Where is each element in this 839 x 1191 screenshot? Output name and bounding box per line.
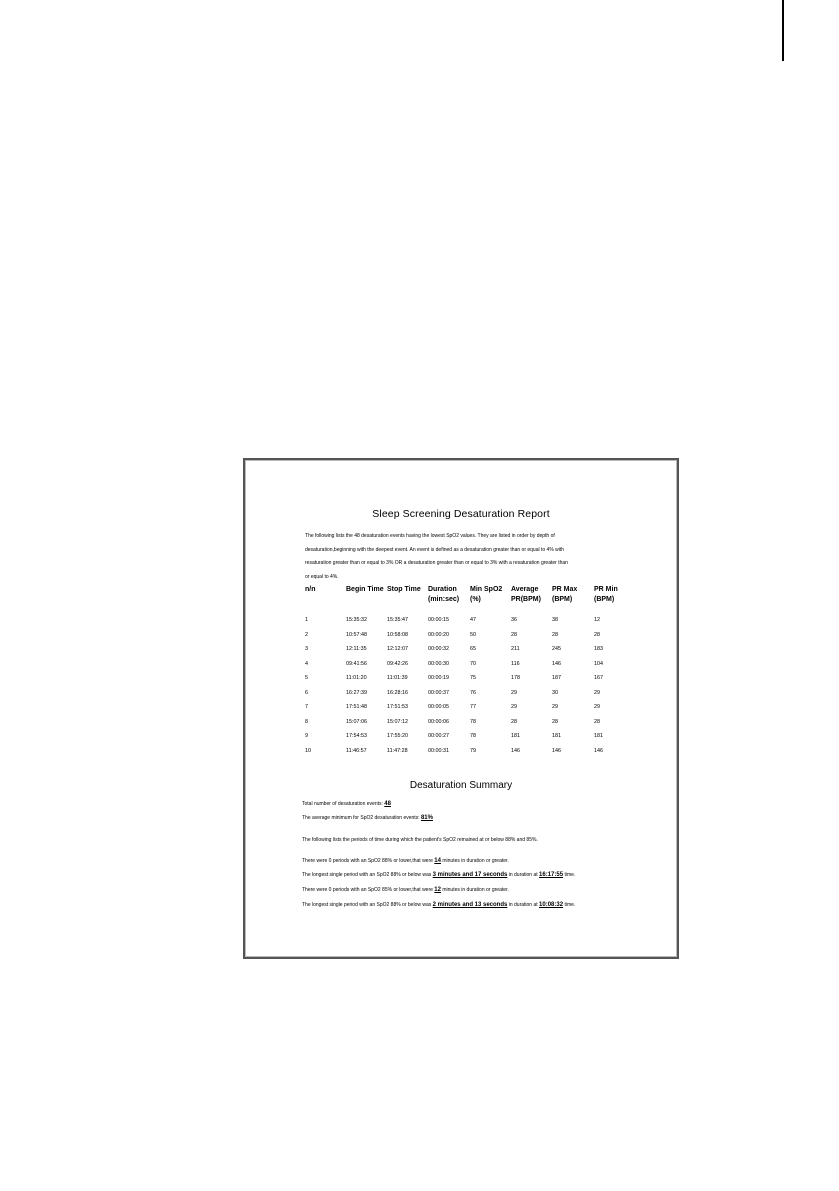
table-cell: 11:46:57 — [346, 747, 367, 754]
report-intro — [305, 530, 635, 584]
table-cell: 7 — [305, 704, 308, 710]
table-cell: 50 — [470, 631, 476, 638]
table-cell: 79 — [470, 747, 476, 754]
text: time. — [563, 902, 576, 908]
total-value: 48 — [384, 801, 391, 807]
table-cell: 187 — [552, 675, 561, 681]
header-line: (min:sec) — [428, 596, 460, 603]
table-cell: 29 — [511, 689, 517, 696]
table-cell: 146 — [552, 747, 561, 754]
header-line: (BPM) — [594, 596, 615, 603]
column-header — [552, 585, 577, 605]
table-cell: 3 — [305, 646, 308, 652]
table-cell: 146 — [594, 747, 603, 754]
table-cell: 17:51:53 — [387, 704, 408, 710]
summary-88-longest — [302, 872, 575, 878]
table-cell: 16:28:16 — [387, 689, 408, 696]
table-cell: 29 — [594, 704, 600, 710]
column-header — [594, 585, 618, 605]
table-cell: 17:55:20 — [387, 733, 408, 739]
table-cell: 28 — [511, 718, 517, 725]
table-cell: 6 — [305, 689, 308, 696]
table-cell: 183 — [594, 646, 603, 652]
total-label: Total number of desaturation events: — [302, 801, 385, 807]
text: There were 0 periods with an SpO2 85% or lower,that were — [302, 887, 435, 893]
table-cell: 9 — [305, 733, 308, 739]
summary-85-longest — [302, 902, 575, 908]
avg-label: The average minimum for SpO2 desaturation events: — [302, 815, 421, 821]
table-cell: 17:54:53 — [346, 733, 367, 739]
table-cell: 5 — [305, 675, 308, 681]
text: There were 0 periods with an SpO2 88% or lower,that were — [302, 858, 435, 864]
table-cell: 211 — [511, 646, 520, 652]
header-line: Duration — [428, 586, 457, 593]
header-line: PR Min — [594, 586, 618, 593]
table-cell: 167 — [594, 675, 603, 681]
header-line: PR Max — [552, 586, 578, 593]
table-cell: 181 — [511, 733, 520, 739]
header-line: PR(BPM) — [511, 596, 541, 603]
text: minutes in duration or greater. — [440, 887, 509, 893]
table-cell: 75 — [470, 675, 476, 681]
header-line: Begin Time — [346, 586, 384, 593]
table-cell: 00:00:32 — [428, 646, 449, 652]
table-cell: 76 — [470, 689, 476, 696]
table-cell: 16:27:39 — [346, 689, 367, 696]
intro-line: desaturation,beginning with the deepest event. An event is defined as a desaturation greater than or equal to 4% with — [305, 546, 565, 553]
header-line: Average — [511, 586, 539, 593]
table-cell: 116 — [511, 660, 520, 667]
table-cell: 28 — [552, 718, 558, 725]
table-cell: 00:00:31 — [428, 747, 449, 754]
table-cell: 17:51:48 — [346, 704, 367, 710]
table-cell: 00:00:27 — [428, 733, 449, 739]
table-cell: 47 — [470, 617, 476, 623]
column-header — [387, 585, 421, 595]
table-cell: 70 — [470, 660, 476, 667]
column-header — [511, 585, 541, 605]
table-cell: 178 — [511, 675, 520, 681]
time: 10:08:32 — [539, 902, 564, 908]
column-header — [346, 585, 384, 595]
summary-total — [302, 801, 391, 807]
text: time. — [563, 872, 576, 878]
table-cell: 11:47:28 — [387, 747, 408, 754]
table-cell: 2 — [305, 631, 308, 638]
page-edge-line — [782, 0, 784, 61]
table-cell: 29 — [594, 689, 600, 696]
summary-periods-text: The following lists the periods of time during which the patient's SpO2 remained at or below 88% and 85%. — [302, 837, 538, 843]
table-cell: 8 — [305, 718, 308, 725]
table-cell: 28 — [594, 631, 600, 638]
table-cell: 15:07:12 — [387, 718, 408, 725]
table-cell: 15:35:32 — [346, 617, 367, 623]
table-cell: 10 — [305, 747, 311, 754]
report-screenshot — [243, 458, 679, 959]
table-cell: 00:00:19 — [428, 675, 449, 681]
text: in duration at — [507, 902, 540, 908]
table-cell: 4 — [305, 660, 308, 667]
avg-value: 81% — [420, 815, 433, 821]
table-cell: 181 — [594, 733, 603, 739]
table-cell: 11:01:20 — [346, 675, 367, 681]
report-title: Sleep Screening Desaturation Report — [372, 508, 550, 520]
table-cell: 00:00:06 — [428, 718, 449, 725]
table-cell: 29 — [511, 704, 517, 710]
table-cell: 146 — [511, 747, 520, 754]
table-cell: 77 — [470, 704, 476, 710]
table-cell: 78 — [470, 718, 476, 725]
table-cell: 00:00:37 — [428, 689, 449, 696]
summary-88-periods — [302, 858, 509, 864]
duration: 3 minutes and 17 seconds — [432, 872, 508, 878]
intro-line: or equal to 4%. — [305, 573, 339, 580]
duration: 2 minutes and 13 seconds — [432, 902, 508, 908]
table-cell: 29 — [552, 704, 558, 710]
table-cell: 15:07:06 — [346, 718, 367, 725]
table-cell: 1 — [305, 617, 308, 623]
header-line: Stop Time — [387, 586, 421, 593]
table-cell: 38 — [552, 617, 558, 623]
table-cell: 104 — [594, 660, 603, 667]
column-header — [470, 585, 502, 605]
table-cell: 10:57:48 — [346, 631, 367, 638]
table-cell: 09:42:26 — [387, 660, 408, 667]
value: 14 — [434, 858, 441, 864]
column-header — [305, 585, 316, 595]
summary-title: Desaturation Summary — [409, 780, 513, 791]
table-cell: 10:58:08 — [387, 631, 408, 638]
table-cell: 78 — [470, 733, 476, 739]
table-cell: 00:00:30 — [428, 660, 449, 667]
table-cell: 36 — [511, 617, 517, 623]
time: 16:17:55 — [539, 872, 564, 878]
table-cell: 245 — [552, 646, 561, 652]
table-cell: 00:00:15 — [428, 617, 449, 623]
table-cell: 09:41:56 — [346, 660, 367, 667]
table-cell: 12:11:35 — [346, 646, 367, 652]
table-cell: 11:01:39 — [387, 675, 408, 681]
table-cell: 12 — [594, 617, 600, 623]
summary-85-periods — [302, 887, 509, 893]
table-cell: 15:35:47 — [387, 617, 408, 623]
header-line: n/n — [305, 586, 316, 593]
table-cell: 28 — [511, 631, 517, 638]
table-cell: 65 — [470, 646, 476, 652]
table-cell: 00:00:05 — [428, 704, 449, 710]
text: The longest single period with an SpO2 88% or below was — [302, 872, 433, 878]
intro-line: The following lists the 48 desaturation events having the lowest SpO2 values. They are listed in order by depth of — [305, 533, 555, 539]
header-line: (BPM) — [552, 596, 573, 603]
text: minutes in duration or greater. — [440, 858, 509, 864]
table-cell: 146 — [552, 660, 561, 667]
table-cell: 28 — [594, 718, 600, 725]
column-header — [428, 585, 459, 605]
value: 12 — [434, 887, 441, 893]
header-line: Min SpO2 — [470, 586, 503, 593]
table-cell: 30 — [552, 689, 558, 696]
table-cell: 28 — [552, 631, 558, 638]
table-cell: 12:12:07 — [387, 646, 408, 652]
text: The longest single period with an SpO2 88% or below was — [302, 902, 433, 908]
text: in duration at — [507, 872, 540, 878]
header-line: (%) — [470, 596, 481, 603]
summary-average — [302, 815, 433, 821]
intro-line: resaturation greater than or equal to 3% OR a desaturation greater than or equal to 3% with a resaturation greater than — [305, 560, 568, 566]
table-cell: 00:00:20 — [428, 631, 449, 638]
table-cell: 181 — [552, 733, 561, 739]
